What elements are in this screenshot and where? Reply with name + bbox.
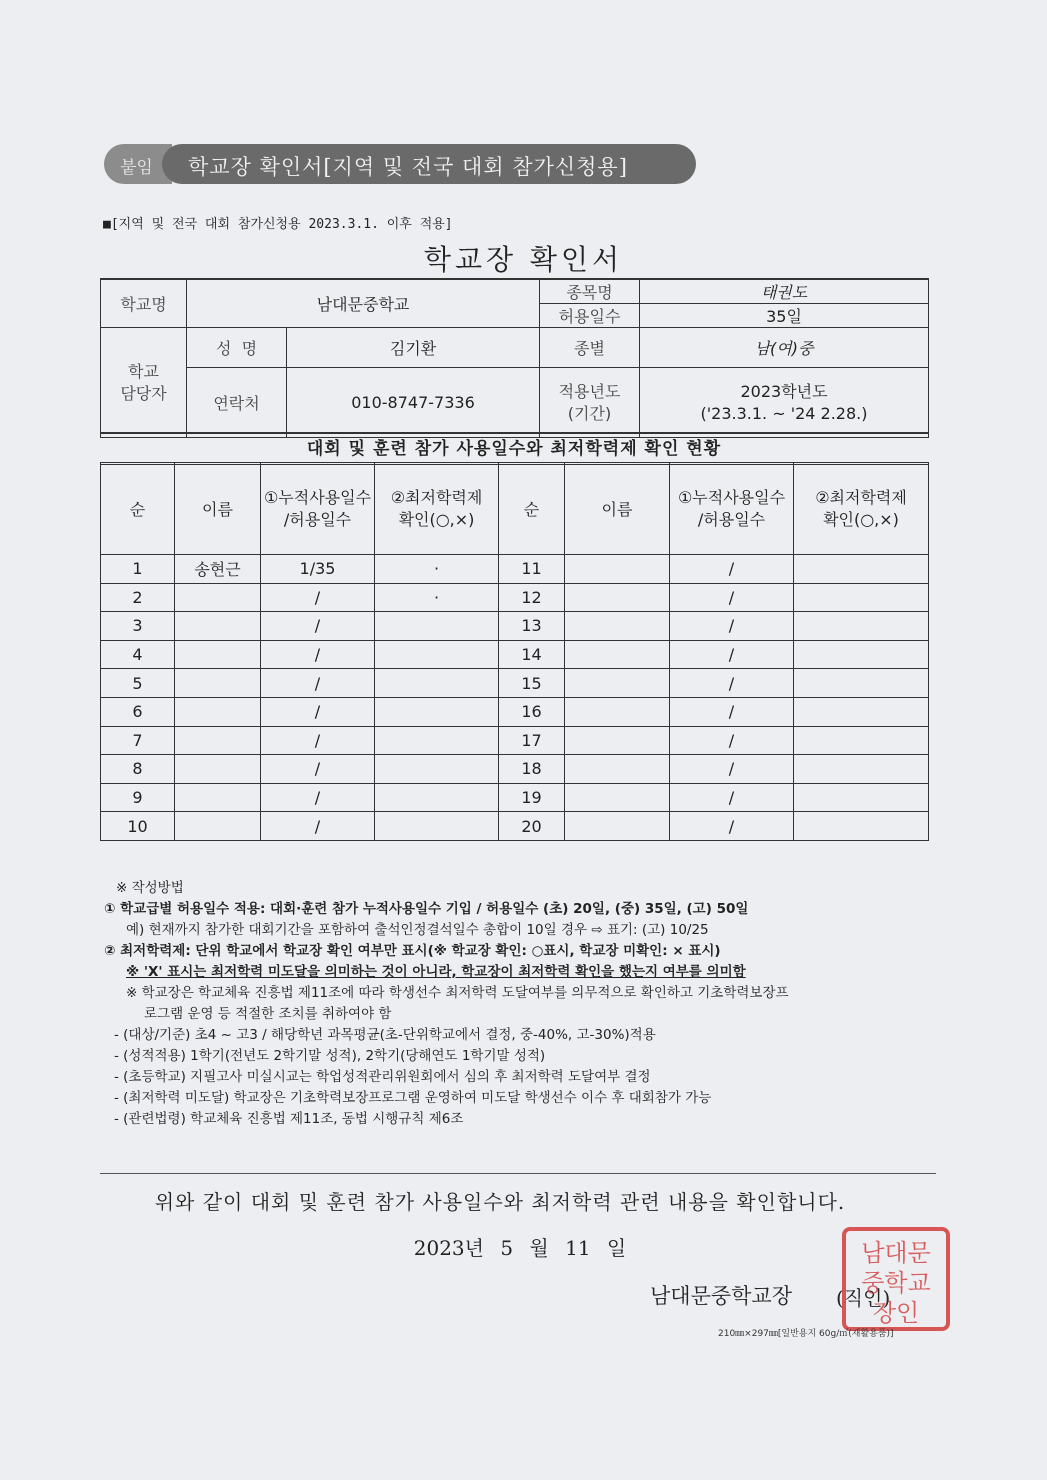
row-no: 7 (101, 726, 175, 755)
event-label: 종목명 (540, 279, 640, 304)
row-no: 19 (499, 783, 565, 812)
row-days: / (670, 612, 794, 641)
header-no-left: 순 (101, 463, 175, 555)
manager-label (101, 328, 187, 438)
form-subheading: ■[지역 및 전국 대회 참가신청용 2023.3.1. 이후 적용] (103, 217, 453, 232)
table-row (101, 640, 929, 669)
date-day-unit: 일 (606, 1236, 627, 1260)
row-name (565, 812, 670, 841)
row-days: / (261, 612, 375, 641)
seal-line-3: 장인 (872, 1299, 920, 1327)
notes-heading: ※ 작성방법 (116, 880, 184, 896)
header-days-right (670, 463, 794, 555)
detail-5: - (관련법령) 학교체육 진흥법 제11조, 동법 시행규칙 제6조 (114, 1111, 464, 1127)
row-check (375, 640, 499, 669)
usage-table (100, 462, 929, 841)
header-days-line1: ①누적사용일수 (677, 487, 786, 507)
note-2-b-line2: 로그램 운영 등 적절한 조치를 취하여야 함 (144, 1006, 392, 1022)
official-seal-icon (840, 1225, 952, 1333)
row-no: 1 (101, 555, 175, 584)
row-no: 18 (499, 755, 565, 784)
row-check (375, 669, 499, 698)
banner-tag: 붙임 (120, 158, 153, 178)
table-row (101, 669, 929, 698)
seal-line-2: 중학교 (861, 1269, 931, 1297)
contact-label: 연락처 (187, 368, 287, 438)
row-no: 13 (499, 612, 565, 641)
header-days-line1: ①누적사용일수 (263, 487, 372, 507)
row-name (565, 612, 670, 641)
allowed-days-value: 35일 (640, 304, 929, 328)
table-row (101, 726, 929, 755)
row-check: · (375, 555, 499, 584)
detail-3: - (초등학교) 지필고사 미실시교는 학업성적관리위원회에서 심의 후 최저학력 도달여부 결정 (114, 1069, 651, 1085)
school-label: 학교명 (101, 279, 187, 328)
detail-4: - (최저학력 미도달) 학교장은 기초학력보장프로그램 운영하여 미도달 학생선수 이수 후 대회참가 가능 (114, 1090, 712, 1106)
year-label-line1: 적용년도 (558, 381, 621, 401)
section-title: 대회 및 훈련 참가 사용일수와 최저학력제 확인 현황 (100, 432, 928, 465)
info-table (100, 278, 929, 438)
row-days: / (261, 583, 375, 612)
name-value: 김기환 (287, 328, 540, 368)
row-check (794, 640, 929, 669)
row-no: 20 (499, 812, 565, 841)
row-days: / (670, 669, 794, 698)
manager-label-line1: 학교 (128, 361, 159, 381)
manager-label-line2: 담당자 (120, 383, 167, 403)
year-value-line1: 2023학년도 (740, 381, 828, 401)
name-label: 성 명 (187, 328, 287, 368)
row-no: 11 (499, 555, 565, 584)
header-name-right: 이름 (565, 463, 670, 555)
gender-value: 남(여)중 (640, 328, 929, 368)
row-check (375, 726, 499, 755)
date-day: 11 (565, 1236, 591, 1260)
note-1-example: 예) 현재까지 참가한 대회기간을 포함하여 출석인정결석일수 총합이 10일 경우 ⇨ 표기: (고) 10/25 (126, 922, 709, 938)
row-days: / (261, 783, 375, 812)
row-days: / (670, 583, 794, 612)
row-days: / (670, 726, 794, 755)
header-check-line1: ②최저학력제 (390, 487, 483, 507)
confirmation-statement: 위와 같이 대회 및 훈련 참가 사용일수와 최저학력 관련 내용을 확인합니다. (154, 1190, 846, 1214)
row-no: 5 (101, 669, 175, 698)
row-days: / (261, 640, 375, 669)
top-banner (104, 144, 696, 184)
contact-value: 010-8747-7336 (287, 368, 540, 438)
row-days: / (261, 726, 375, 755)
row-days: / (670, 783, 794, 812)
row-name (565, 697, 670, 726)
year-value-line2: ('23.3.1. ~ '24 2.28.) (700, 403, 868, 423)
row-days: / (261, 812, 375, 841)
row-days: / (670, 812, 794, 841)
row-days: / (670, 555, 794, 584)
row-check (794, 697, 929, 726)
row-no: 9 (101, 783, 175, 812)
note-1: ① 학교급별 허용일수 적용: 대회·훈련 참가 누적사용일수 기입 / 허용일수 (초) 20일, (중) 35일, (고) 50일 (104, 901, 749, 917)
row-name (565, 555, 670, 584)
table-row (101, 612, 929, 641)
row-name (565, 755, 670, 784)
school-value: 남대문중학교 (187, 279, 540, 328)
row-name (565, 783, 670, 812)
header-check-left (375, 463, 499, 555)
table-row (101, 783, 929, 812)
row-check: · (375, 583, 499, 612)
row-check (794, 812, 929, 841)
row-name (565, 726, 670, 755)
divider-line (100, 1173, 936, 1174)
row-check (375, 697, 499, 726)
seal-note: (직인) (836, 1286, 891, 1310)
row-name (175, 612, 261, 641)
table-row (101, 812, 929, 841)
table-row (101, 555, 929, 584)
row-no: 17 (499, 726, 565, 755)
header-days-left (261, 463, 375, 555)
banner-title: 학교장 확인서[지역 및 전국 대회 참가신청용] (188, 155, 628, 179)
row-days: / (670, 697, 794, 726)
note-2-a: ※ 'X' 표시는 최저학력 미도달을 의미하는 것이 아니라, 학교장이 최저학력 확인을 했는지 여부를 의미함 (126, 964, 746, 980)
header-check-right (794, 463, 929, 555)
row-no: 10 (101, 812, 175, 841)
note-2: ② 최저학력제: 단위 학교에서 학교장 확인 여부만 표시(※ 학교장 확인: ○표시, 학교장 미확인: × 표시) (104, 943, 721, 959)
row-days: / (261, 755, 375, 784)
header-days-line2: /허용일수 (697, 509, 766, 529)
header-name-left: 이름 (175, 463, 261, 555)
row-name (175, 669, 261, 698)
row-check (794, 726, 929, 755)
date-year: 2023년 (413, 1236, 484, 1260)
year-value (640, 368, 929, 438)
principal-name: 남대문중학교장 (650, 1284, 793, 1308)
date-month-unit: 월 (529, 1236, 549, 1260)
table-row (101, 583, 929, 612)
seal-line-1: 남대문 (861, 1239, 931, 1267)
row-name (175, 697, 261, 726)
row-no: 8 (101, 755, 175, 784)
paper-spec-footer: 210㎜×297㎜[일반용지 60g/㎡(재활용품)] (718, 1329, 894, 1339)
year-label (540, 368, 640, 438)
row-check (794, 612, 929, 641)
row-check (794, 555, 929, 584)
header-check-line2: 확인(○,×) (398, 509, 475, 529)
row-no: 16 (499, 697, 565, 726)
row-name (175, 783, 261, 812)
row-no: 3 (101, 612, 175, 641)
row-name (175, 583, 261, 612)
row-name (175, 640, 261, 669)
header-check-line2: 확인(○,×) (823, 509, 899, 529)
allowed-days-label: 허용일수 (540, 304, 640, 328)
row-days: / (261, 697, 375, 726)
row-no: 12 (499, 583, 565, 612)
row-days: / (670, 640, 794, 669)
event-value: 태권도 (640, 279, 929, 304)
row-no: 6 (101, 697, 175, 726)
detail-1: - (대상/기준) 초4 ~ 고3 / 해당학년 과목평균(초-단위학교에서 결정, 중-40%, 고-30%)적용 (114, 1027, 656, 1043)
row-name (565, 640, 670, 669)
table-row (101, 697, 929, 726)
writing-notes (104, 878, 944, 1130)
document-title: 학교장 확인서 (423, 243, 624, 276)
row-check (794, 755, 929, 784)
row-name (175, 726, 261, 755)
gender-label: 종별 (540, 328, 640, 368)
row-name: 송현근 (175, 555, 261, 584)
detail-2: - (성적적용) 1학기(전년도 2학기말 성적), 2학기(당해연도 1학기말 성적) (114, 1048, 546, 1064)
table-row (101, 755, 929, 784)
header-days-line2: /허용일수 (283, 509, 352, 529)
header-no-right: 순 (499, 463, 565, 555)
date-month: 5 (500, 1236, 514, 1260)
row-no: 15 (499, 669, 565, 698)
row-check (794, 583, 929, 612)
row-check (794, 669, 929, 698)
row-check (375, 783, 499, 812)
row-check (375, 755, 499, 784)
row-name (565, 669, 670, 698)
row-days: 1/35 (261, 555, 375, 584)
row-no: 4 (101, 640, 175, 669)
row-days: / (261, 669, 375, 698)
row-no: 14 (499, 640, 565, 669)
row-name (175, 812, 261, 841)
row-check (794, 783, 929, 812)
row-no: 2 (101, 583, 175, 612)
note-2-b-line1: ※ 학교장은 학교체육 진흥법 제11조에 따라 학생선수 최저학력 도달여부를 의무적으로 확인하고 기초학력보장프 (126, 985, 789, 1001)
row-name (175, 755, 261, 784)
row-check (375, 612, 499, 641)
row-name (565, 583, 670, 612)
year-label-line2: (기간) (567, 403, 612, 423)
row-check (375, 812, 499, 841)
row-days: / (670, 755, 794, 784)
header-check-line1: ②최저학력제 (815, 487, 907, 507)
